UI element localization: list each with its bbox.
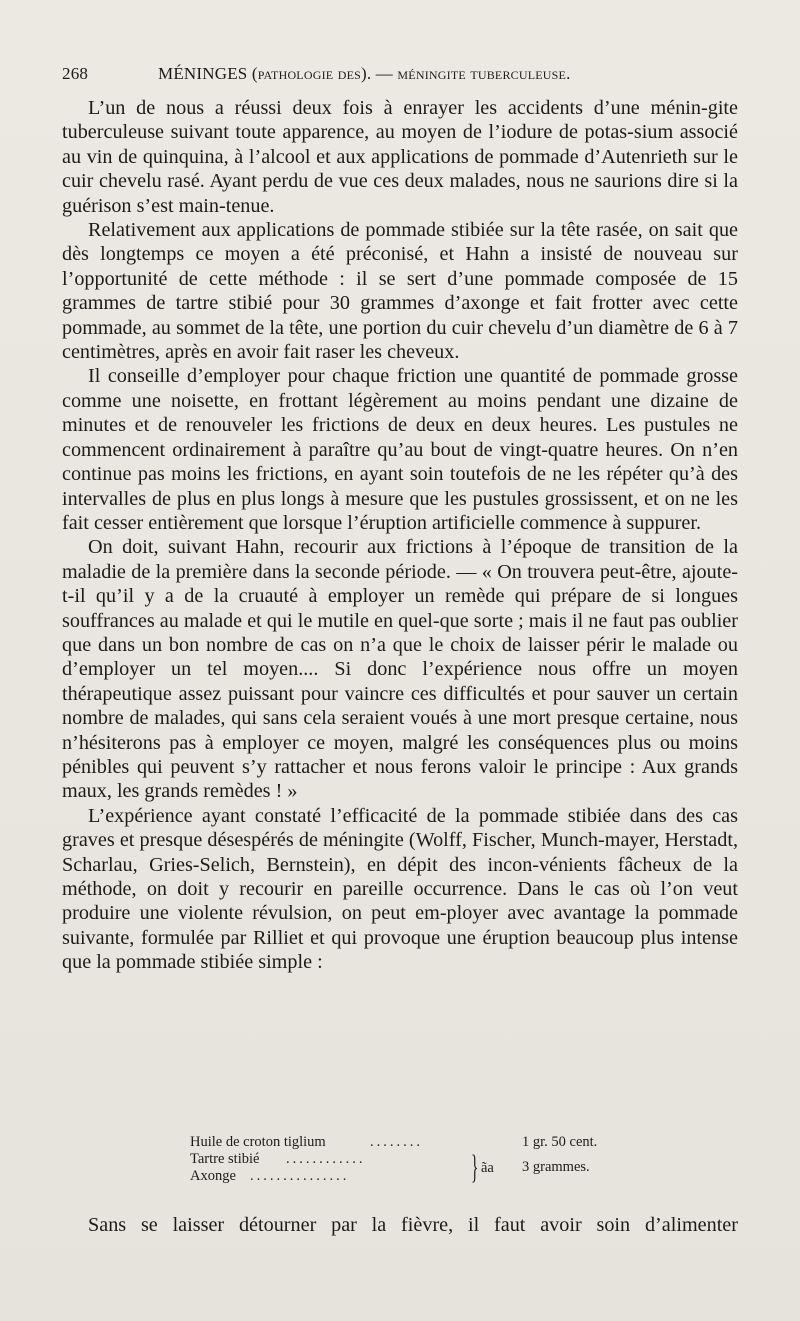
paragraph-3: Il conseille d’employer pour chaque friction une quantité de pommade grosse comme une noisette, en frottant légèrement au moins pendant une dizaine de minutes et de renouveler les frictions de deux en deux heures. Les pustules ne commencent ordinairement à paraître qu’au bout de vingt-quatre heures. On n’en continue pas moins les frictions, en ayant soin toutefois de ne les répéter qu’à des intervalles de plus en plus longs à mesure que les pustules grossissent, et on ne les fait cesser entièrement que lorsque l’éruption artificielle commence à suppurer. bbox=[62, 365, 738, 534]
page-number: 268 bbox=[62, 64, 89, 83]
leader-dots: ............ bbox=[286, 1151, 366, 1167]
body-text bbox=[62, 96, 738, 975]
formula-ingredient: Huile de croton tiglium bbox=[190, 1134, 326, 1150]
formula-ingredient: Axonge bbox=[190, 1168, 236, 1184]
formula-dose: 1 gr. 50 cent. bbox=[522, 1134, 598, 1150]
formula-shared-dose: 3 grammes. bbox=[522, 1159, 590, 1175]
paragraph-2: Relativement aux applications de pommade stibiée sur la tête rasée, on sait que dès longtemps ce moyen a été préconisé, et Hahn a insisté de nouveau sur l’opportunité de cette méthode : il se sert d’une pommade composée de 15 grammes de tartre stibié pour 30 grammes d’axonge et fait frotter avec cette pommade, au sommet de la tête, une portion du cuir chevelu d’un diamètre de 6 à 7 centimètres, après en avoir fait raser les cheveux. bbox=[62, 219, 738, 364]
formula-aa: ãa bbox=[481, 1160, 494, 1176]
page-header bbox=[62, 64, 740, 90]
leader-dots: ............... bbox=[250, 1168, 350, 1184]
leader-dots: ........ bbox=[370, 1134, 423, 1150]
formula-row bbox=[190, 1134, 630, 1151]
paragraph-4: On doit, suivant Hahn, recourir aux frictions à l’époque de transition de la maladie de la première dans la seconde période. — « On trouvera peut-être, ajoute-t-il qu’il y a de la cruauté à employer un remède qui prépare de si longues souffrances au malade et qui le mutile en quel-que sorte ; mais il ne faut pas oublier que dans un bon nombre de cas on n’a que le choix de laisser périr le malade ou d’employer un tel moyen.... Si donc l’expérience nous offre un moyen thérapeutique assez puissant pour vaincre ces difficultés et pour sauver un certain nombre de malades, qui sans cela seraient voués à une mort presque certaine, nous n’hésiterons pas à employer ce moyen, malgré les conséquences plus ou moins pénibles qui peuvent s’y rattacher et nous ferons valoir le principe : Aux grands maux, les grands remèdes ! » bbox=[62, 536, 738, 803]
running-title: MÉNINGES (pathologie des). — méningite tuberculeuse. bbox=[158, 64, 571, 83]
paragraph-5: L’expérience ayant constaté l’efficacité de la pommade stibiée dans des cas graves et presque désespérés de méningite (Wolff, Fischer, Munch-mayer, Herstadt, Scharlau, Gries-Selich, Bernstein), en dépit des incon-vénients fâcheux de la méthode, on doit y recourir en pareille occurrence. Dans le cas où l’on veut produire une violente révulsion, on peut em-ployer avec avantage la pommade suivante, formulée par Rilliet et qui provoque une éruption beaucoup plus intense que la pommade stibiée simple : bbox=[62, 804, 738, 974]
brace-icon: } bbox=[471, 1149, 479, 1186]
paragraph-1: L’un de nous a réussi deux fois à enrayer les accidents d’une ménin-gite tuberculeuse suivant toute apparence, au moyen de l’iodure de potas-sium associé au vin de quinquina, à l’alcool et aux applications de pommade d’Autenrieth sur le cuir chevelu rasé. Ayant perdu de vue ces deux malades, nous ne saurions dire si la guérison s’est main-tenue. bbox=[62, 97, 738, 217]
pommade-formula bbox=[190, 1134, 630, 1185]
last-line: Sans se laisser détourner par la fièvre, il faut avoir soin d’alimenter bbox=[88, 1214, 738, 1236]
formula-ingredient: Tartre stibié bbox=[190, 1151, 260, 1167]
